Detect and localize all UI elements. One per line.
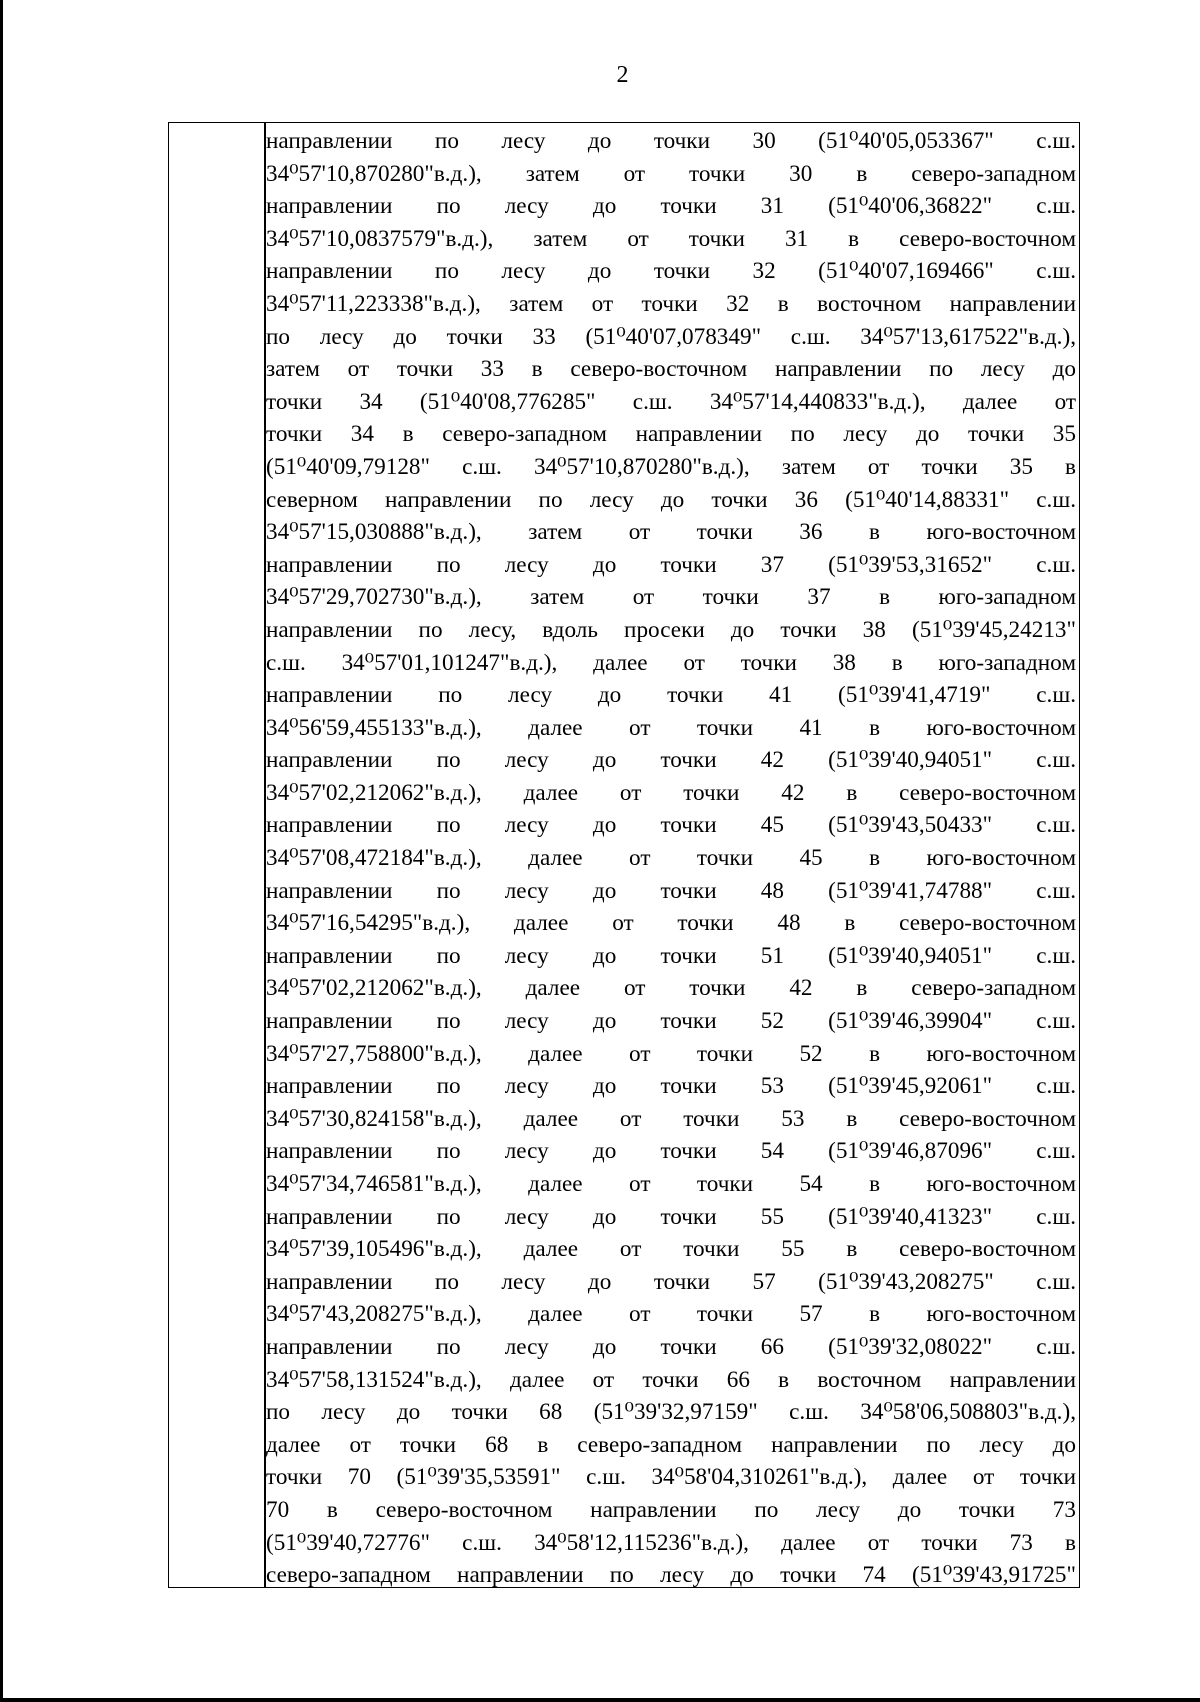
text-line: направлении по лесу до точки 51 (51⁰39'40,94051" с.ш. xyxy=(266,942,1076,969)
text-line: направлении по лесу до точки 41 (51⁰39'41,4719" с.ш. xyxy=(266,682,1076,709)
text-line: направлении по лесу до точки 52 (51⁰39'46,39904" с.ш. xyxy=(266,1008,1076,1035)
text-line: направлении по лесу до точки 54 (51⁰39'46,87096" с.ш. xyxy=(266,1138,1076,1165)
text-line: далее от точки 68 в северо-западном направлении по лесу до xyxy=(266,1431,1076,1458)
text-line: 34⁰57'43,208275"в.д.), далее от точки 57 в юго-восточном xyxy=(266,1301,1076,1328)
text-line: 34⁰57'02,212062"в.д.), далее от точки 42 в северо-западном xyxy=(266,975,1076,1002)
text-line: точки 34 (51⁰40'08,776285" с.ш. 34⁰57'14,440833"в.д.), далее от xyxy=(266,388,1076,415)
text-line: по лесу до точки 68 (51⁰39'32,97159" с.ш. 34⁰58'06,508803"в.д.), xyxy=(266,1399,1076,1426)
boundary-description-table xyxy=(168,122,1080,1588)
text-line: направлении по лесу до точки 31 (51⁰40'06,36822" с.ш. xyxy=(266,193,1076,220)
scan-bottom-edge xyxy=(0,1698,1200,1702)
text-line: направлении по лесу до точки 55 (51⁰39'40,41323" с.ш. xyxy=(266,1203,1076,1230)
text-line: северо-западном направлении по лесу до точки 74 (51⁰39'43,91725" xyxy=(266,1562,1076,1589)
boundary-description-cell xyxy=(266,125,1076,1592)
text-line: затем от точки 33 в северо-восточном направлении по лесу до xyxy=(266,356,1076,383)
text-line: направлении по лесу до точки 32 (51⁰40'07,169466" с.ш. xyxy=(266,258,1076,285)
text-line: 34⁰57'29,702730"в.д.), затем от точки 37 в юго-западном xyxy=(266,584,1076,611)
text-line: направлении по лесу до точки 42 (51⁰39'40,94051" с.ш. xyxy=(266,747,1076,774)
text-line: (51⁰40'09,79128" с.ш. 34⁰57'10,870280"в.д.), затем от точки 35 в xyxy=(266,453,1076,480)
text-line: (51⁰39'40,72776" с.ш. 34⁰58'12,115236"в.д.), далее от точки 73 в xyxy=(266,1529,1076,1556)
text-line: 34⁰57'58,131524"в.д.), далее от точки 66 в восточном направлении xyxy=(266,1366,1076,1393)
text-line: 34⁰57'02,212062"в.д.), далее от точки 42 в северо-восточном xyxy=(266,779,1076,806)
text-line: 70 в северо-восточном направлении по лесу до точки 73 xyxy=(266,1496,1076,1523)
text-line: направлении по лесу до точки 53 (51⁰39'45,92061" с.ш. xyxy=(266,1073,1076,1100)
text-line: 34⁰57'30,824158"в.д.), далее от точки 53 в северо-восточном xyxy=(266,1105,1076,1132)
text-line: 34⁰57'15,030888"в.д.), затем от точки 36 в юго-восточном xyxy=(266,519,1076,546)
text-line: направлении по лесу до точки 48 (51⁰39'41,74788" с.ш. xyxy=(266,877,1076,904)
text-line: направлении по лесу, вдоль просеки до точки 38 (51⁰39'45,24213" xyxy=(266,616,1076,643)
text-line: точки 70 (51⁰39'35,53591" с.ш. 34⁰58'04,310261"в.д.), далее от точки xyxy=(266,1464,1076,1491)
text-line: по лесу до точки 33 (51⁰40'07,078349" с.ш. 34⁰57'13,617522"в.д.), xyxy=(266,323,1076,350)
text-line: 34⁰57'27,758800"в.д.), далее от точки 52 в юго-восточном xyxy=(266,1040,1076,1067)
text-line: направлении по лесу до точки 37 (51⁰39'53,31652" с.ш. xyxy=(266,551,1076,578)
text-line: 34⁰57'10,0837579"в.д.), затем от точки 31 в северо-восточном xyxy=(266,225,1076,252)
text-line: направлении по лесу до точки 66 (51⁰39'32,08022" с.ш. xyxy=(266,1333,1076,1360)
text-line: северном направлении по лесу до точки 36 (51⁰40'14,88331" с.ш. xyxy=(266,486,1076,513)
text-line: 34⁰57'10,870280"в.д.), затем от точки 30 в северо-западном xyxy=(266,160,1076,187)
text-line: 34⁰57'16,54295"в.д.), далее от точки 48 в северо-восточном xyxy=(266,910,1076,937)
text-line: 34⁰57'39,105496"в.д.), далее от точки 55 в северо-восточном xyxy=(266,1236,1076,1263)
page-number: 2 xyxy=(616,62,629,88)
text-line: 34⁰57'34,746581"в.д.), далее от точки 54 в юго-восточном xyxy=(266,1171,1076,1197)
text-line: 34⁰57'11,223338"в.д.), затем от точки 32 в восточном направлении xyxy=(266,290,1076,317)
text-line: с.ш. 34⁰57'01,101247"в.д.), далее от точки 38 в юго-западном xyxy=(266,649,1076,676)
text-line: 34⁰57'08,472184"в.д.), далее от точки 45 в юго-восточном xyxy=(266,845,1076,872)
text-line: направлении по лесу до точки 30 (51⁰40'05,053367" с.ш. xyxy=(266,128,1076,154)
text-line: направлении по лесу до точки 57 (51⁰39'43,208275" с.ш. xyxy=(266,1268,1076,1295)
text-line: 34⁰56'59,455133"в.д.), далее от точки 41 в юго-восточном xyxy=(266,714,1076,741)
scan-left-edge xyxy=(0,0,3,1702)
text-line: точки 34 в северо-западном направлении по лесу до точки 35 xyxy=(266,421,1076,448)
text-line: направлении по лесу до точки 45 (51⁰39'43,50433" с.ш. xyxy=(266,812,1076,839)
